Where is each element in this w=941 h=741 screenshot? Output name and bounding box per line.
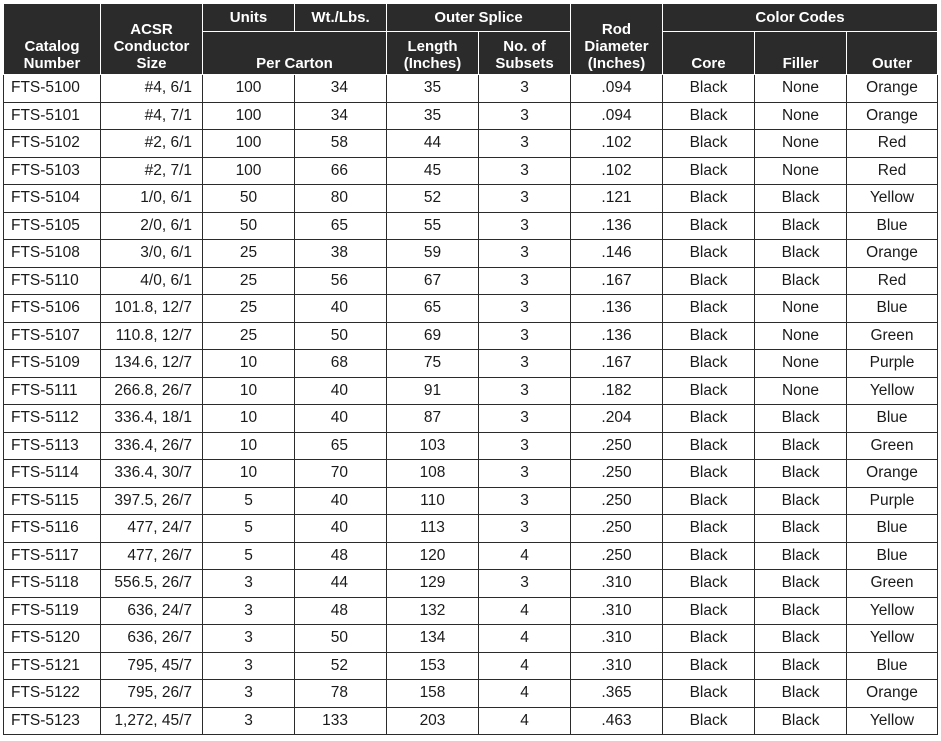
cell-length: 132 (387, 597, 479, 625)
header-acsr-conductor-size: ACSR Conductor Size (101, 4, 203, 75)
cell-length: 158 (387, 680, 479, 708)
cell-core-color: Black (663, 707, 755, 735)
table-row (4, 212, 938, 240)
cell-rod-diameter: .463 (571, 707, 663, 735)
cell-subsets: 3 (479, 240, 571, 268)
cell-subsets: 3 (479, 212, 571, 240)
cell-filler-color: Black (755, 185, 847, 213)
table-row (4, 707, 938, 735)
cell-outer-color: Orange (847, 75, 938, 103)
cell-units: 50 (203, 212, 295, 240)
cell-acsr-size: 134.6, 12/7 (101, 350, 203, 378)
cell-catalog-number: FTS-5107 (4, 322, 101, 350)
cell-rod-diameter: .250 (571, 542, 663, 570)
cell-subsets: 3 (479, 157, 571, 185)
cell-weight: 70 (295, 460, 387, 488)
cell-weight: 38 (295, 240, 387, 268)
cell-filler-color: None (755, 322, 847, 350)
cell-units: 3 (203, 652, 295, 680)
cell-acsr-size: 336.4, 18/1 (101, 405, 203, 433)
cell-weight: 34 (295, 102, 387, 130)
header-per-carton: Per Carton (203, 32, 387, 75)
cell-catalog-number: FTS-5111 (4, 377, 101, 405)
cell-outer-color: Orange (847, 680, 938, 708)
cell-outer-color: Yellow (847, 597, 938, 625)
cell-acsr-size: 2/0, 6/1 (101, 212, 203, 240)
cell-weight: 133 (295, 707, 387, 735)
cell-rod-diameter: .250 (571, 432, 663, 460)
cell-acsr-size: #2, 7/1 (101, 157, 203, 185)
cell-catalog-number: FTS-5112 (4, 405, 101, 433)
cell-weight: 50 (295, 625, 387, 653)
cell-weight: 44 (295, 570, 387, 598)
cell-length: 52 (387, 185, 479, 213)
header-outer-splice: Outer Splice (387, 4, 571, 32)
table-row (4, 680, 938, 708)
cell-core-color: Black (663, 597, 755, 625)
cell-subsets: 3 (479, 267, 571, 295)
cell-length: 65 (387, 295, 479, 323)
cell-units: 10 (203, 350, 295, 378)
cell-rod-diameter: .167 (571, 350, 663, 378)
cell-rod-diameter: .136 (571, 212, 663, 240)
cell-acsr-size: 101.8, 12/7 (101, 295, 203, 323)
cell-filler-color: Black (755, 515, 847, 543)
cell-weight: 40 (295, 295, 387, 323)
cell-weight: 50 (295, 322, 387, 350)
cell-acsr-size: 636, 26/7 (101, 625, 203, 653)
cell-catalog-number: FTS-5123 (4, 707, 101, 735)
cell-outer-color: Orange (847, 240, 938, 268)
cell-filler-color: Black (755, 487, 847, 515)
cell-acsr-size: 1,272, 45/7 (101, 707, 203, 735)
cell-units: 5 (203, 542, 295, 570)
cell-catalog-number: FTS-5109 (4, 350, 101, 378)
cell-core-color: Black (663, 680, 755, 708)
cell-outer-color: Orange (847, 102, 938, 130)
cell-length: 113 (387, 515, 479, 543)
table-row (4, 487, 938, 515)
cell-weight: 40 (295, 377, 387, 405)
cell-filler-color: Black (755, 267, 847, 295)
table-row (4, 185, 938, 213)
table-row (4, 322, 938, 350)
cell-acsr-size: 636, 24/7 (101, 597, 203, 625)
cell-subsets: 3 (479, 487, 571, 515)
cell-outer-color: Red (847, 130, 938, 158)
cell-filler-color: None (755, 377, 847, 405)
cell-catalog-number: FTS-5113 (4, 432, 101, 460)
cell-filler-color: Black (755, 432, 847, 460)
cell-filler-color: Black (755, 405, 847, 433)
cell-units: 3 (203, 625, 295, 653)
cell-weight: 66 (295, 157, 387, 185)
cell-length: 59 (387, 240, 479, 268)
cell-core-color: Black (663, 130, 755, 158)
table-row (4, 350, 938, 378)
cell-subsets: 3 (479, 75, 571, 103)
cell-catalog-number: FTS-5104 (4, 185, 101, 213)
cell-weight: 40 (295, 487, 387, 515)
header-length-inches: Length (Inches) (387, 32, 479, 75)
cell-weight: 48 (295, 542, 387, 570)
cell-subsets: 4 (479, 625, 571, 653)
cell-units: 25 (203, 267, 295, 295)
cell-weight: 78 (295, 680, 387, 708)
cell-filler-color: None (755, 130, 847, 158)
cell-acsr-size: 266.8, 26/7 (101, 377, 203, 405)
table-row (4, 542, 938, 570)
cell-outer-color: Blue (847, 295, 938, 323)
cell-core-color: Black (663, 240, 755, 268)
cell-filler-color: Black (755, 460, 847, 488)
table-row (4, 570, 938, 598)
table-header (4, 4, 938, 75)
cell-units: 3 (203, 680, 295, 708)
cell-filler-color: None (755, 75, 847, 103)
cell-rod-diameter: .136 (571, 322, 663, 350)
cell-filler-color: Black (755, 542, 847, 570)
cell-catalog-number: FTS-5103 (4, 157, 101, 185)
cell-rod-diameter: .102 (571, 157, 663, 185)
cell-acsr-size: 477, 26/7 (101, 542, 203, 570)
table-row (4, 157, 938, 185)
cell-subsets: 4 (479, 707, 571, 735)
cell-subsets: 4 (479, 680, 571, 708)
cell-filler-color: Black (755, 240, 847, 268)
cell-core-color: Black (663, 157, 755, 185)
cell-subsets: 3 (479, 377, 571, 405)
cell-units: 5 (203, 487, 295, 515)
spec-table (3, 3, 938, 735)
cell-catalog-number: FTS-5100 (4, 75, 101, 103)
cell-length: 55 (387, 212, 479, 240)
cell-core-color: Black (663, 515, 755, 543)
cell-subsets: 3 (479, 322, 571, 350)
cell-length: 35 (387, 75, 479, 103)
cell-subsets: 3 (479, 295, 571, 323)
cell-outer-color: Yellow (847, 625, 938, 653)
cell-filler-color: Black (755, 625, 847, 653)
cell-acsr-size: #4, 7/1 (101, 102, 203, 130)
table-row (4, 625, 938, 653)
cell-length: 203 (387, 707, 479, 735)
cell-weight: 34 (295, 75, 387, 103)
cell-core-color: Black (663, 405, 755, 433)
table-row (4, 405, 938, 433)
cell-acsr-size: 1/0, 6/1 (101, 185, 203, 213)
cell-catalog-number: FTS-5121 (4, 652, 101, 680)
cell-units: 100 (203, 130, 295, 158)
cell-core-color: Black (663, 212, 755, 240)
cell-acsr-size: 477, 24/7 (101, 515, 203, 543)
cell-weight: 56 (295, 267, 387, 295)
cell-outer-color: Purple (847, 487, 938, 515)
header-units: Units (203, 4, 295, 32)
cell-core-color: Black (663, 322, 755, 350)
cell-core-color: Black (663, 185, 755, 213)
cell-length: 120 (387, 542, 479, 570)
cell-outer-color: Yellow (847, 185, 938, 213)
cell-filler-color: Black (755, 597, 847, 625)
cell-units: 5 (203, 515, 295, 543)
cell-catalog-number: FTS-5102 (4, 130, 101, 158)
cell-rod-diameter: .310 (571, 570, 663, 598)
cell-length: 129 (387, 570, 479, 598)
cell-core-color: Black (663, 570, 755, 598)
cell-core-color: Black (663, 652, 755, 680)
cell-catalog-number: FTS-5118 (4, 570, 101, 598)
cell-rod-diameter: .146 (571, 240, 663, 268)
cell-rod-diameter: .121 (571, 185, 663, 213)
cell-weight: 80 (295, 185, 387, 213)
cell-filler-color: None (755, 295, 847, 323)
cell-outer-color: Blue (847, 515, 938, 543)
cell-acsr-size: #2, 6/1 (101, 130, 203, 158)
header-core: Core (663, 32, 755, 75)
cell-rod-diameter: .310 (571, 625, 663, 653)
cell-rod-diameter: .094 (571, 102, 663, 130)
cell-units: 10 (203, 460, 295, 488)
cell-length: 87 (387, 405, 479, 433)
cell-rod-diameter: .310 (571, 652, 663, 680)
cell-catalog-number: FTS-5108 (4, 240, 101, 268)
cell-core-color: Black (663, 295, 755, 323)
cell-units: 3 (203, 597, 295, 625)
cell-catalog-number: FTS-5105 (4, 212, 101, 240)
table-row (4, 597, 938, 625)
cell-catalog-number: FTS-5106 (4, 295, 101, 323)
cell-subsets: 3 (479, 515, 571, 543)
cell-core-color: Black (663, 75, 755, 103)
header-no-of-subsets: No. of Subsets (479, 32, 571, 75)
cell-acsr-size: 397.5, 26/7 (101, 487, 203, 515)
cell-acsr-size: 556.5, 26/7 (101, 570, 203, 598)
cell-acsr-size: 3/0, 6/1 (101, 240, 203, 268)
cell-length: 108 (387, 460, 479, 488)
cell-outer-color: Green (847, 322, 938, 350)
cell-outer-color: Blue (847, 405, 938, 433)
table-row (4, 652, 938, 680)
cell-acsr-size: 336.4, 30/7 (101, 460, 203, 488)
cell-outer-color: Green (847, 432, 938, 460)
cell-units: 10 (203, 432, 295, 460)
cell-catalog-number: FTS-5116 (4, 515, 101, 543)
cell-rod-diameter: .250 (571, 487, 663, 515)
cell-subsets: 3 (479, 130, 571, 158)
header-catalog-number: Catalog Number (4, 4, 101, 75)
cell-core-color: Black (663, 625, 755, 653)
cell-subsets: 3 (479, 405, 571, 433)
cell-subsets: 3 (479, 185, 571, 213)
table-row (4, 295, 938, 323)
cell-filler-color: None (755, 102, 847, 130)
cell-units: 10 (203, 377, 295, 405)
cell-catalog-number: FTS-5115 (4, 487, 101, 515)
cell-units: 25 (203, 295, 295, 323)
cell-units: 25 (203, 240, 295, 268)
cell-rod-diameter: .310 (571, 597, 663, 625)
cell-acsr-size: 795, 45/7 (101, 652, 203, 680)
cell-subsets: 3 (479, 432, 571, 460)
cell-weight: 58 (295, 130, 387, 158)
table-row (4, 377, 938, 405)
cell-units: 100 (203, 102, 295, 130)
spec-table-container (3, 3, 938, 735)
header-outer: Outer (847, 32, 938, 75)
cell-units: 100 (203, 75, 295, 103)
cell-units: 50 (203, 185, 295, 213)
cell-subsets: 3 (479, 350, 571, 378)
cell-units: 3 (203, 570, 295, 598)
cell-outer-color: Red (847, 267, 938, 295)
cell-core-color: Black (663, 460, 755, 488)
cell-subsets: 3 (479, 570, 571, 598)
cell-outer-color: Purple (847, 350, 938, 378)
cell-catalog-number: FTS-5110 (4, 267, 101, 295)
cell-catalog-number: FTS-5120 (4, 625, 101, 653)
cell-subsets: 4 (479, 542, 571, 570)
cell-length: 110 (387, 487, 479, 515)
cell-rod-diameter: .250 (571, 460, 663, 488)
table-row (4, 432, 938, 460)
table-row (4, 102, 938, 130)
cell-catalog-number: FTS-5101 (4, 102, 101, 130)
cell-outer-color: Red (847, 157, 938, 185)
cell-rod-diameter: .182 (571, 377, 663, 405)
cell-core-color: Black (663, 102, 755, 130)
cell-length: 91 (387, 377, 479, 405)
cell-filler-color: Black (755, 570, 847, 598)
header-wt-lbs: Wt./Lbs. (295, 4, 387, 32)
cell-filler-color: None (755, 157, 847, 185)
table-body (4, 75, 938, 735)
cell-core-color: Black (663, 377, 755, 405)
cell-length: 45 (387, 157, 479, 185)
cell-units: 3 (203, 707, 295, 735)
cell-core-color: Black (663, 350, 755, 378)
header-filler: Filler (755, 32, 847, 75)
cell-core-color: Black (663, 542, 755, 570)
cell-outer-color: Green (847, 570, 938, 598)
table-row (4, 460, 938, 488)
cell-outer-color: Blue (847, 212, 938, 240)
cell-rod-diameter: .204 (571, 405, 663, 433)
cell-outer-color: Blue (847, 542, 938, 570)
cell-filler-color: Black (755, 707, 847, 735)
table-row (4, 130, 938, 158)
cell-units: 25 (203, 322, 295, 350)
table-row (4, 75, 938, 103)
cell-rod-diameter: .102 (571, 130, 663, 158)
cell-weight: 40 (295, 405, 387, 433)
cell-weight: 52 (295, 652, 387, 680)
cell-length: 134 (387, 625, 479, 653)
table-row (4, 515, 938, 543)
cell-subsets: 3 (479, 460, 571, 488)
cell-weight: 48 (295, 597, 387, 625)
cell-length: 75 (387, 350, 479, 378)
cell-acsr-size: 795, 26/7 (101, 680, 203, 708)
cell-length: 67 (387, 267, 479, 295)
cell-catalog-number: FTS-5117 (4, 542, 101, 570)
cell-units: 10 (203, 405, 295, 433)
cell-outer-color: Blue (847, 652, 938, 680)
cell-rod-diameter: .136 (571, 295, 663, 323)
cell-catalog-number: FTS-5114 (4, 460, 101, 488)
cell-acsr-size: 4/0, 6/1 (101, 267, 203, 295)
cell-filler-color: Black (755, 652, 847, 680)
cell-weight: 65 (295, 432, 387, 460)
cell-subsets: 4 (479, 652, 571, 680)
cell-filler-color: None (755, 350, 847, 378)
cell-rod-diameter: .250 (571, 515, 663, 543)
cell-catalog-number: FTS-5119 (4, 597, 101, 625)
cell-length: 44 (387, 130, 479, 158)
header-rod-diameter: Rod Diameter (Inches) (571, 4, 663, 75)
cell-rod-diameter: .365 (571, 680, 663, 708)
table-row (4, 267, 938, 295)
cell-length: 35 (387, 102, 479, 130)
cell-length: 153 (387, 652, 479, 680)
cell-outer-color: Yellow (847, 707, 938, 735)
cell-acsr-size: 110.8, 12/7 (101, 322, 203, 350)
cell-filler-color: Black (755, 680, 847, 708)
cell-outer-color: Yellow (847, 377, 938, 405)
cell-filler-color: Black (755, 212, 847, 240)
cell-weight: 65 (295, 212, 387, 240)
cell-core-color: Black (663, 487, 755, 515)
cell-weight: 68 (295, 350, 387, 378)
cell-acsr-size: #4, 6/1 (101, 75, 203, 103)
cell-length: 103 (387, 432, 479, 460)
header-color-codes: Color Codes (663, 4, 938, 32)
cell-rod-diameter: .167 (571, 267, 663, 295)
cell-core-color: Black (663, 432, 755, 460)
cell-units: 100 (203, 157, 295, 185)
cell-subsets: 4 (479, 597, 571, 625)
cell-weight: 40 (295, 515, 387, 543)
cell-acsr-size: 336.4, 26/7 (101, 432, 203, 460)
cell-rod-diameter: .094 (571, 75, 663, 103)
cell-catalog-number: FTS-5122 (4, 680, 101, 708)
cell-outer-color: Orange (847, 460, 938, 488)
cell-subsets: 3 (479, 102, 571, 130)
cell-length: 69 (387, 322, 479, 350)
table-row (4, 240, 938, 268)
cell-core-color: Black (663, 267, 755, 295)
